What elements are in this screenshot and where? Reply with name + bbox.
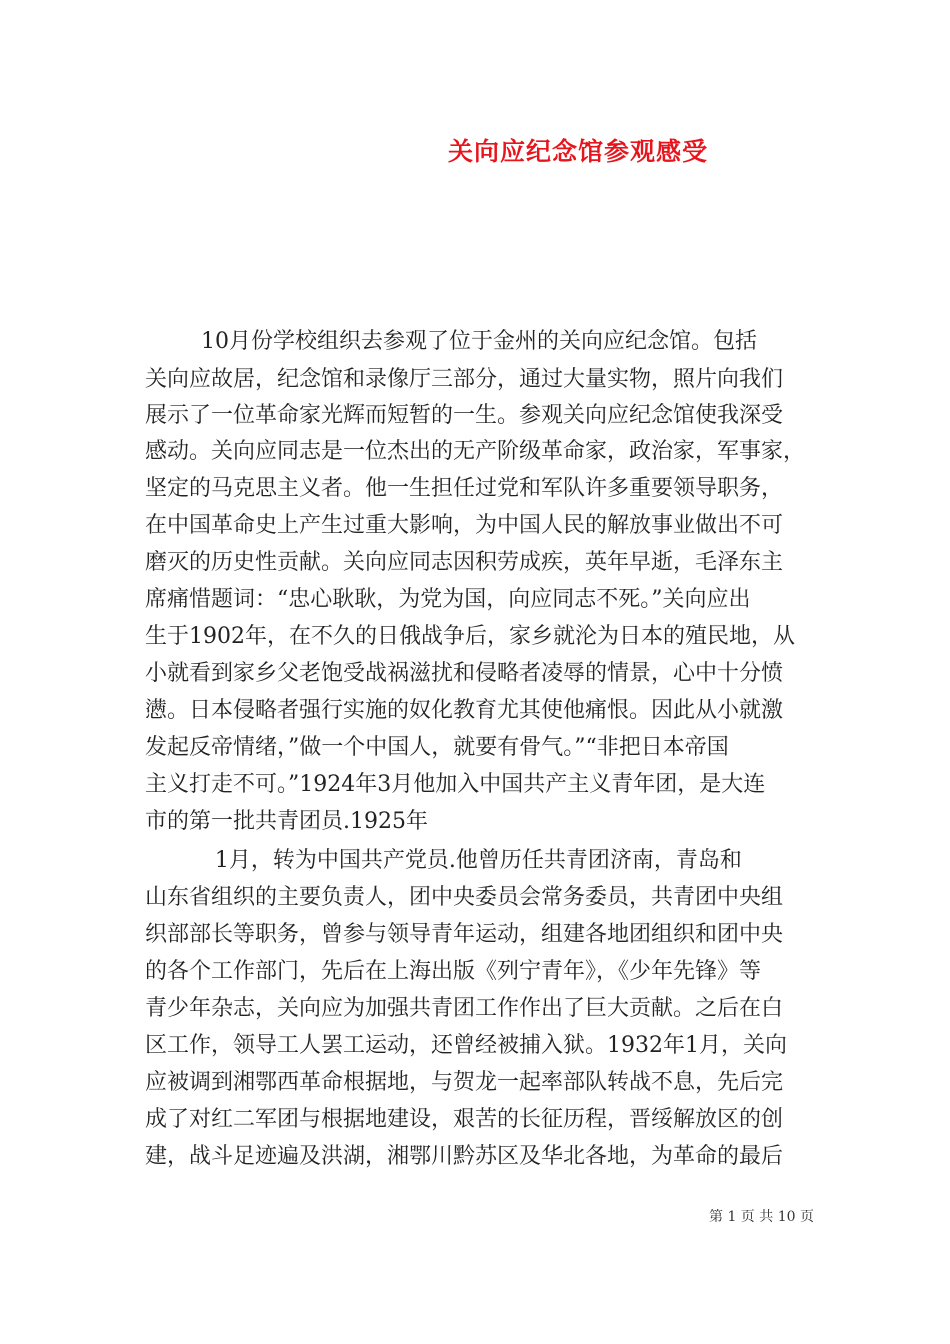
body-line: 成了对红二军团与根据地建设，艰苦的长征历程，晋绥解放区的创 <box>145 1107 784 1132</box>
body-line: 区工作，领导工人罢工运动，还曾经被捕入狱。1932年1月，关向 <box>145 1033 787 1058</box>
body-line: 小就看到家乡父老饱受战祸滋扰和侵略者凌辱的情景，心中十分愤 <box>145 661 784 686</box>
body-line: 生于1902年，在不久的日俄战争后，家乡就沦为日本的殖民地，从 <box>145 624 795 649</box>
body-line: 的各个工作部门，先后在上海出版《列宁青年》，《少年先锋》等 <box>145 959 762 984</box>
body-line: 10月份学校组织去参观了位于金州的关向应纪念馆。包括 <box>145 329 757 354</box>
body-line: 织部部长等职务，曾参与领导青年运动，组建各地团组织和团中央 <box>145 922 784 947</box>
body-line: 主义打走不可。”1924年3月他加入中国共产主义青年团，是大连 <box>145 772 766 797</box>
body-line: 关向应故居，纪念馆和录像厅三部分，通过大量实物，照片向我们 <box>145 367 784 392</box>
body-line: 山东省组织的主要负责人，团中央委员会常务委员，共青团中央组 <box>145 885 784 910</box>
body-line: 发起反帝情绪，”做一个中国人，就要有骨气。”“非把日本帝国 <box>145 735 729 760</box>
body-line: 在中国革命史上产生过重大影响，为中国人民的解放事业做出不可 <box>145 513 784 538</box>
page-number-footer: 第 1 页 共 10 页 <box>709 1209 814 1225</box>
body-line: 磨灭的历史性贡献。关向应同志因积劳成疾，英年早逝，毛泽东主 <box>145 550 784 575</box>
body-line: 建，战斗足迹遍及洪湖，湘鄂川黔苏区及华北各地，为革命的最后 <box>145 1144 784 1169</box>
body-line: 青少年杂志，关向应为加强共青团工作作出了巨大贡献。之后在白 <box>145 996 784 1021</box>
document-title: 关向应纪念馆参观感受 <box>448 137 709 166</box>
body-line: 席痛惜题词：“忠心耿耿，为党为国，向应同志不死。”关向应出 <box>145 587 751 612</box>
body-line: 感动。关向应同志是一位杰出的无产阶级革命家，政治家，军事家， <box>145 439 806 464</box>
body-line: 展示了一位革命家光辉而短暂的一生。参观关向应纪念馆使我深受 <box>145 403 784 428</box>
body-line: 坚定的马克思主义者。他一生担任过党和军队许多重要领导职务， <box>145 476 784 501</box>
body-line: 懑。日本侵略者强行实施的奴化教育尤其使他痛恨。因此从小就激 <box>145 698 784 723</box>
body-line: 市的第一批共青团员.1925年 <box>145 809 428 834</box>
body-line: 应被调到湘鄂西革命根据地，与贺龙一起率部队转战不息，先后完 <box>145 1070 784 1095</box>
body-line: 1月，转为中国共产党员.他曾历任共青团济南，青岛和 <box>145 848 742 873</box>
